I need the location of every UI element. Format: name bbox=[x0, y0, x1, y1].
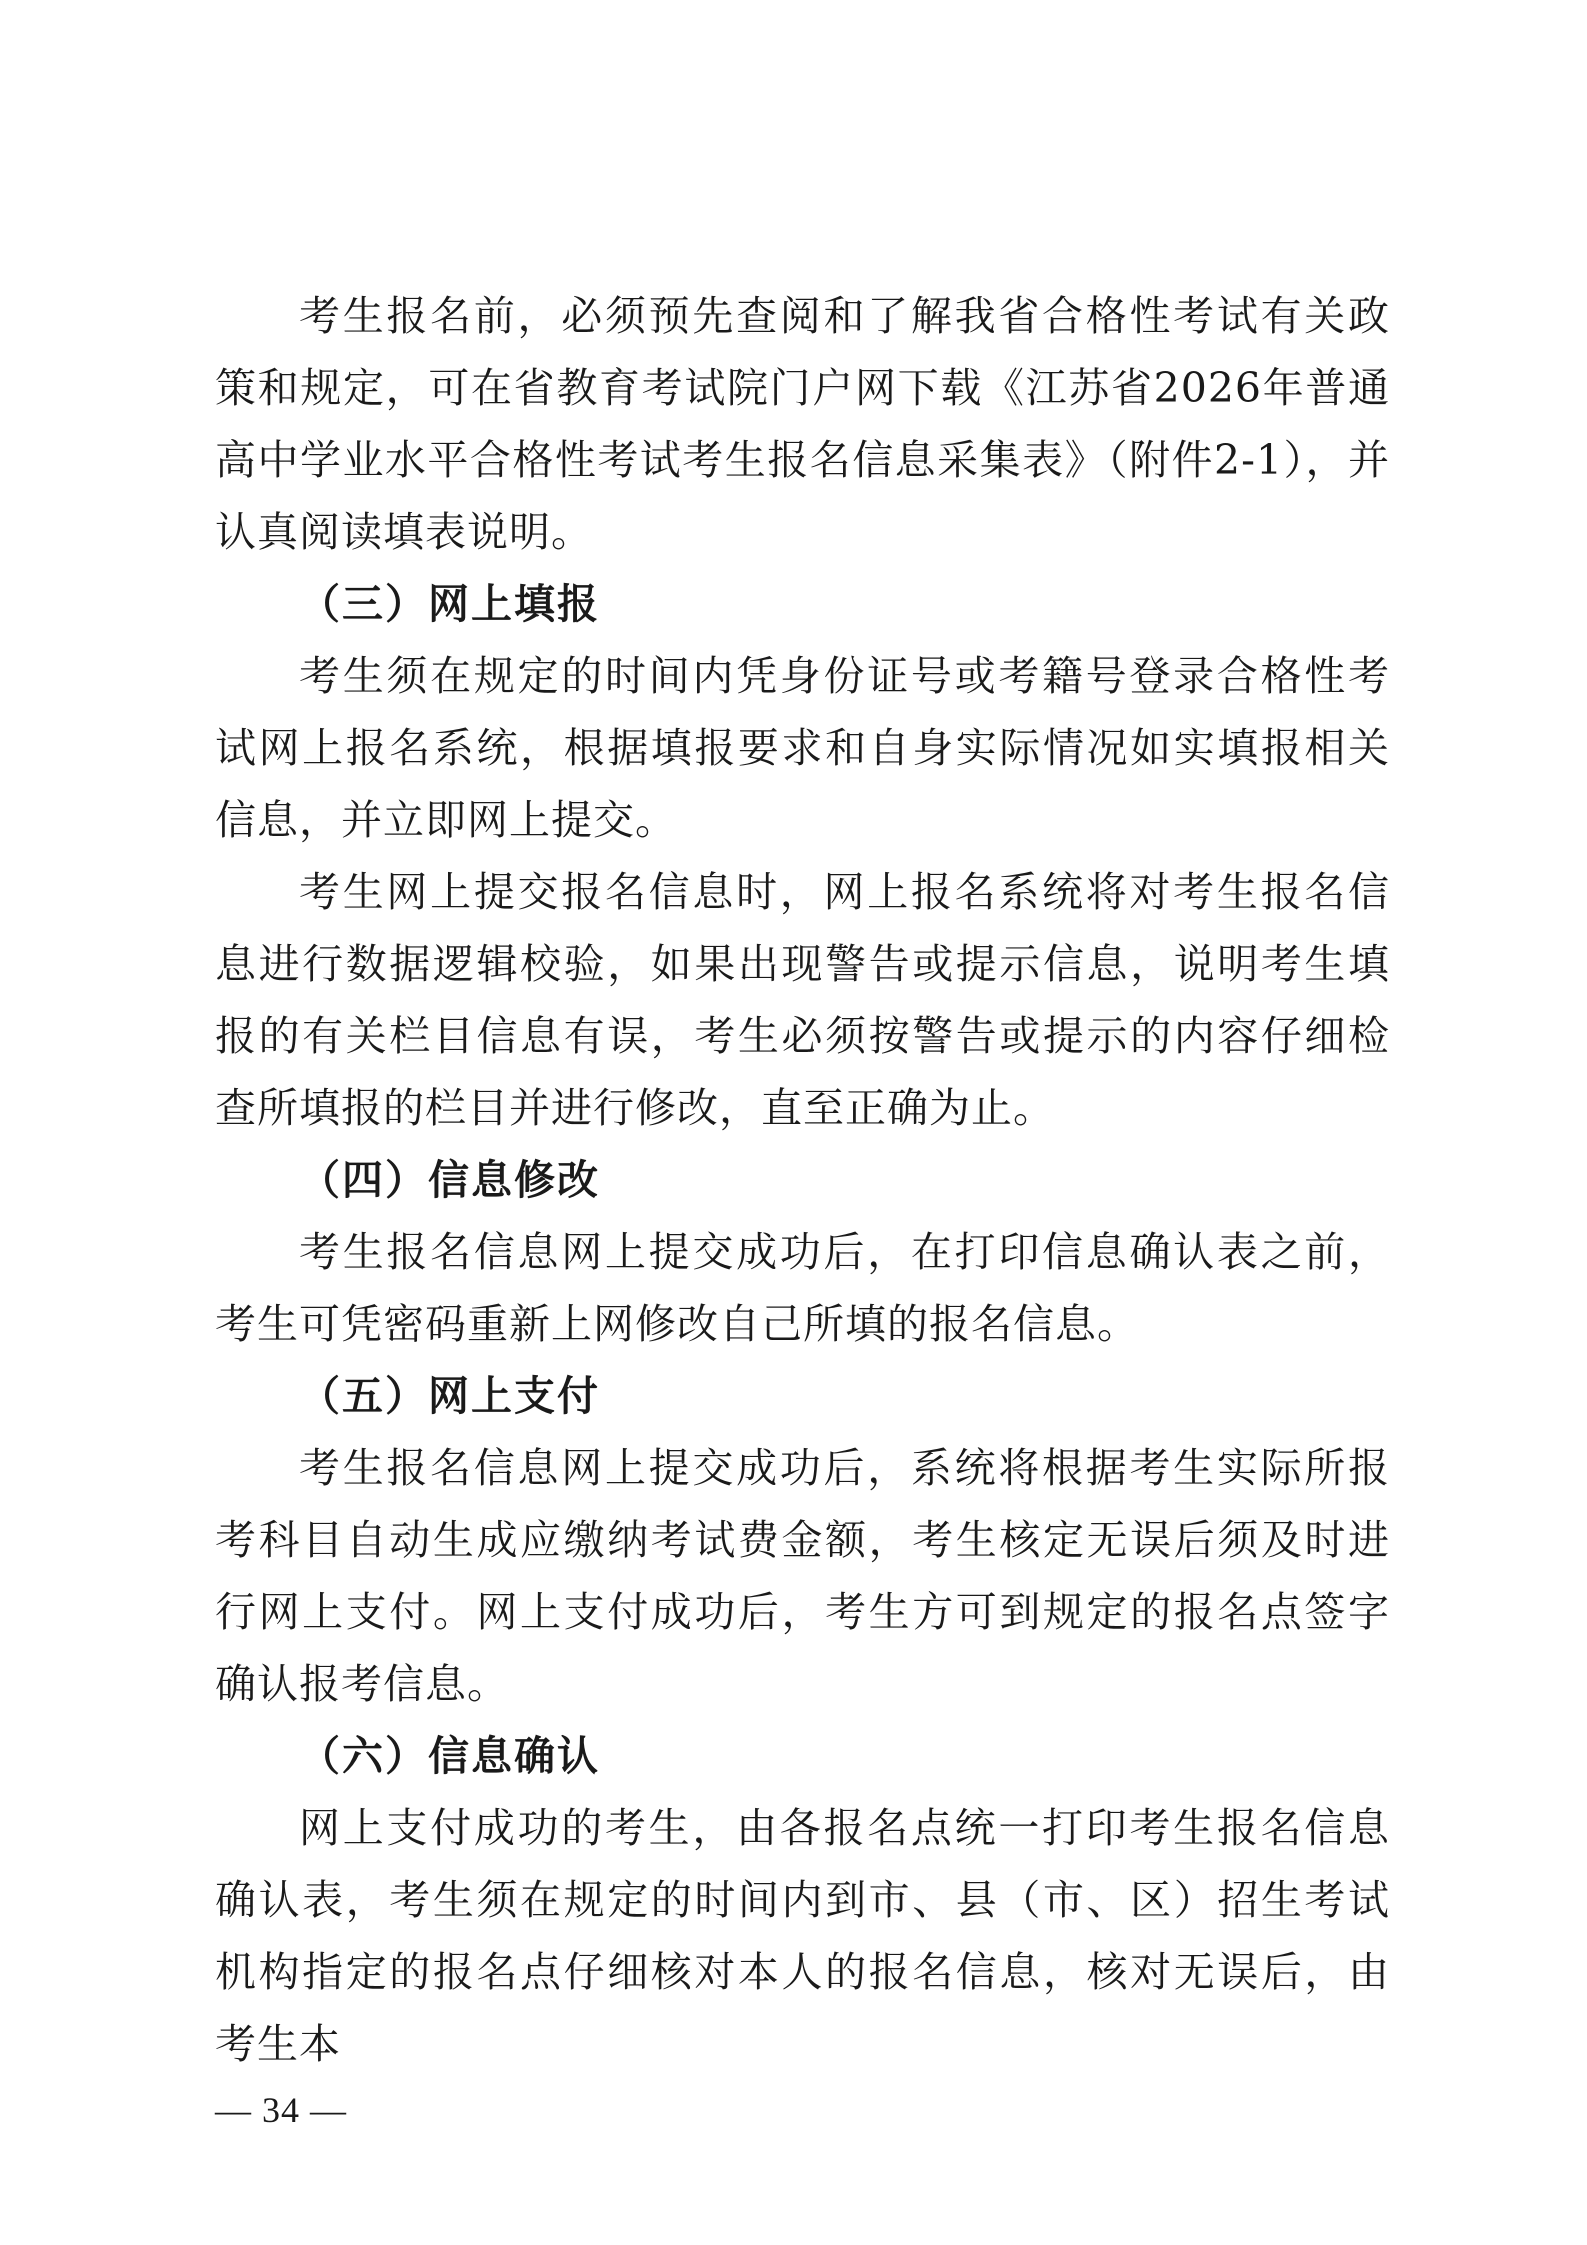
paragraph-online-payment: 考生报名信息网上提交成功后，系统将根据考生实际所报考科目自动生成应缴纳考试费金额，考生核定无误后须及时进行网上支付。网上支付成功后，考生方可到规定的报名点签字确认报考信息。 bbox=[215, 1444, 1390, 1708]
paragraph-info-modify: 考生报名信息网上提交成功后，在打印信息确认表之前，考生可凭密码重新上网修改自己所填的报名信息。 bbox=[215, 1228, 1390, 1348]
paragraph-logic-check: 考生网上提交报名信息时，网上报名系统将对考生报名信息进行数据逻辑校验，如果出现警告或提示信息，说明考生填报的有关栏目信息有误，考生必须按警告或提示的内容仔细检查所填报的栏目并进行修改，直至正确为止。 bbox=[215, 868, 1390, 1132]
section-heading-info-modify: （四）信息修改 bbox=[299, 1156, 600, 1204]
page-number: — 34 — bbox=[215, 2090, 347, 2130]
section-heading-online-payment: （五）网上支付 bbox=[299, 1372, 600, 1420]
section-heading-online-fill: （三）网上填报 bbox=[299, 580, 600, 628]
paragraph-download-form: 考生报名前，必须预先查阅和了解我省合格性考试有关政策和规定，可在省教育考试院门户网下载《江苏省2026年普通高中学业水平合格性考试考生报名信息采集表》（附件2-1），并认真阅读填表说明。 bbox=[215, 292, 1390, 556]
document-body bbox=[215, 280, 1390, 2080]
section-heading-info-confirm: （六）信息确认 bbox=[299, 1732, 600, 1780]
paragraph-online-fill: 考生须在规定的时间内凭身份证号或考籍号登录合格性考试网上报名系统，根据填报要求和自身实际情况如实填报相关信息，并立即网上提交。 bbox=[215, 652, 1390, 844]
paragraph-info-confirm: 网上支付成功的考生，由各报名点统一打印考生报名信息确认表，考生须在规定的时间内到市、县（市、区）招生考试机构指定的报名点仔细核对本人的报名信息，核对无误后，由考生本 bbox=[215, 1804, 1390, 2068]
